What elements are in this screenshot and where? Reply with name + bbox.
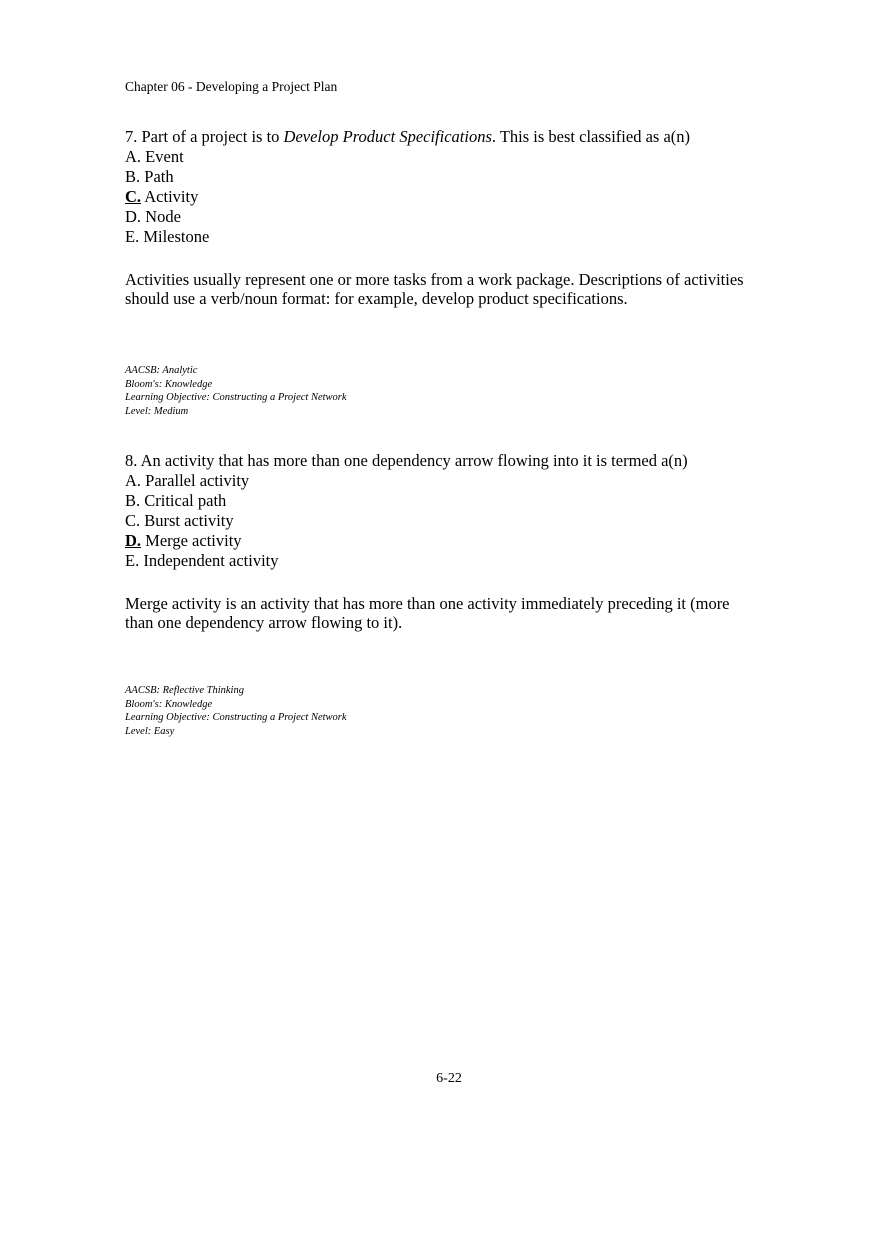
option-letter: A.: [125, 147, 142, 166]
question-stem: [125, 127, 785, 147]
option-text: Parallel activity: [141, 471, 250, 490]
option-letter: E.: [125, 551, 140, 570]
option-a: [125, 147, 785, 167]
option-b: [125, 491, 785, 511]
blooms-tag: Bloom's: Knowledge: [125, 378, 213, 390]
aacsb-tag: AACSB: Reflective Thinking: [125, 685, 244, 696]
question-number: 7.: [125, 127, 138, 146]
explanation-line: than one dependency arrow flowing to it).: [125, 613, 403, 632]
option-text: Burst activity: [140, 511, 234, 530]
level-tag: Level: Easy: [125, 725, 175, 737]
explanation-line: Merge activity is an activity that has more than one activity immediately preceding it (more: [125, 594, 730, 613]
option-c-correct: [125, 187, 785, 207]
option-d: [125, 207, 785, 227]
option-e: [125, 227, 785, 247]
option-text: Event: [141, 147, 184, 166]
option-text: Activity: [141, 187, 199, 206]
option-a: [125, 471, 785, 491]
question-7: [125, 127, 785, 418]
option-text: Node: [141, 207, 181, 226]
blooms-tag: Bloom's: Knowledge: [125, 698, 213, 710]
stem-italic-text: Develop Product Specifications: [283, 127, 492, 146]
stem-text: Part of a project is to: [137, 127, 284, 146]
stem-text: . This is best classified as a(n): [491, 127, 691, 146]
option-text: Path: [140, 167, 174, 186]
question-metadata: [125, 364, 785, 418]
question-stem: [125, 451, 785, 471]
learning-objective-tag: Learning Objective: Constructing a Project Network: [125, 392, 347, 403]
explanation: [125, 594, 785, 632]
option-letter: C.: [125, 511, 141, 530]
question-number: 8.: [125, 451, 138, 470]
stem-text: An activity that has more than one dependency arrow flowing into it is termed a(n): [137, 451, 688, 470]
explanation-line: should use a verb/noun format: for example, develop product specifications.: [125, 289, 628, 308]
option-d-correct: [125, 531, 785, 551]
option-text: Independent activity: [139, 551, 279, 570]
question-metadata: [125, 684, 785, 738]
option-letter: A.: [125, 471, 142, 490]
option-e: [125, 551, 785, 571]
option-text: Critical path: [140, 491, 227, 510]
option-letter: B.: [125, 167, 141, 186]
option-b: [125, 167, 785, 187]
question-8: [125, 451, 785, 738]
option-letter: E.: [125, 227, 140, 246]
correct-option-letter: C.: [125, 187, 142, 206]
option-letter: D.: [125, 207, 142, 226]
option-text: Milestone: [139, 227, 210, 246]
aacsb-tag: AACSB: Analytic: [125, 365, 198, 376]
option-text: Merge activity: [141, 531, 242, 550]
correct-option-letter: D.: [125, 531, 142, 550]
chapter-header: Chapter 06 - Developing a Project Plan: [125, 79, 338, 94]
explanation: [125, 270, 785, 308]
page-number: 6-22: [436, 1071, 462, 1086]
option-c: [125, 511, 785, 531]
level-tag: Level: Medium: [125, 405, 189, 417]
learning-objective-tag: Learning Objective: Constructing a Project Network: [125, 712, 347, 723]
option-letter: B.: [125, 491, 141, 510]
explanation-line: Activities usually represent one or more tasks from a work package. Descriptions of activities: [125, 270, 744, 289]
